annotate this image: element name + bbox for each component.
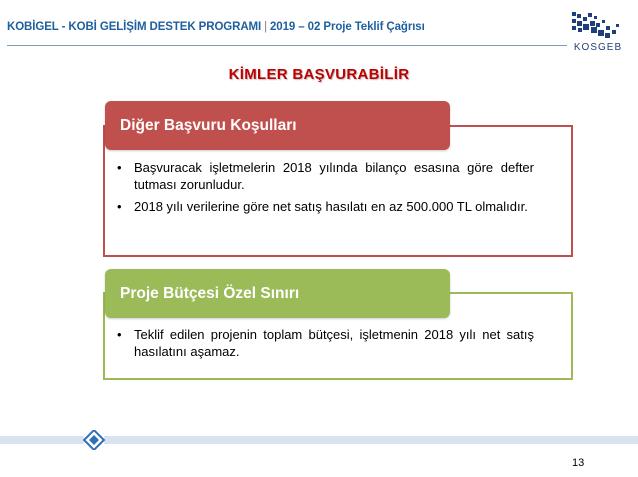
- header-program-title: [7, 21, 425, 33]
- section-heading-budget-limit: [105, 269, 450, 318]
- list-item: [117, 160, 534, 193]
- bullet-icon: •: [117, 160, 122, 175]
- program-name: KOBİGEL - KOBİ GELİŞİM DESTEK PROGRAMI: [7, 21, 262, 33]
- list-item-text: Başvuracak işletmelerin 2018 yılında bilanço esasına göre defter tutması zorunludur.: [134, 160, 534, 192]
- budget-limit-list: [117, 327, 534, 366]
- kosgeb-logo: [566, 8, 630, 52]
- list-item: [117, 199, 534, 216]
- header-divider: [7, 45, 567, 46]
- header-separator: |: [264, 21, 268, 33]
- list-item-text: 2018 yılı verilerine göre net satış hasılatı en az 500.000 TL olmalıdır.: [134, 199, 528, 214]
- section-heading-other-conditions: [105, 101, 450, 150]
- logo-text: KOSGEB: [573, 42, 623, 52]
- list-item: [117, 327, 534, 360]
- slide-title: KİMLER BAŞVURABİLİR: [228, 66, 410, 83]
- footer-decoration: [0, 430, 638, 450]
- section-heading-label: Proje Bütçesi Özel Sınırı: [120, 284, 300, 302]
- section-heading-label: Diğer Başvuru Koşulları: [120, 116, 297, 134]
- page-number: 13: [572, 457, 585, 469]
- bullet-icon: •: [117, 199, 122, 214]
- call-name: 2019 – 02 Proje Teklif Çağrısı: [270, 21, 425, 33]
- other-conditions-list: [117, 160, 534, 222]
- bullet-icon: •: [117, 327, 122, 342]
- list-item-text: Teklif edilen projenin toplam bütçesi, işletmenin 2018 yılı net satış hasılatını aşamaz.: [134, 327, 534, 359]
